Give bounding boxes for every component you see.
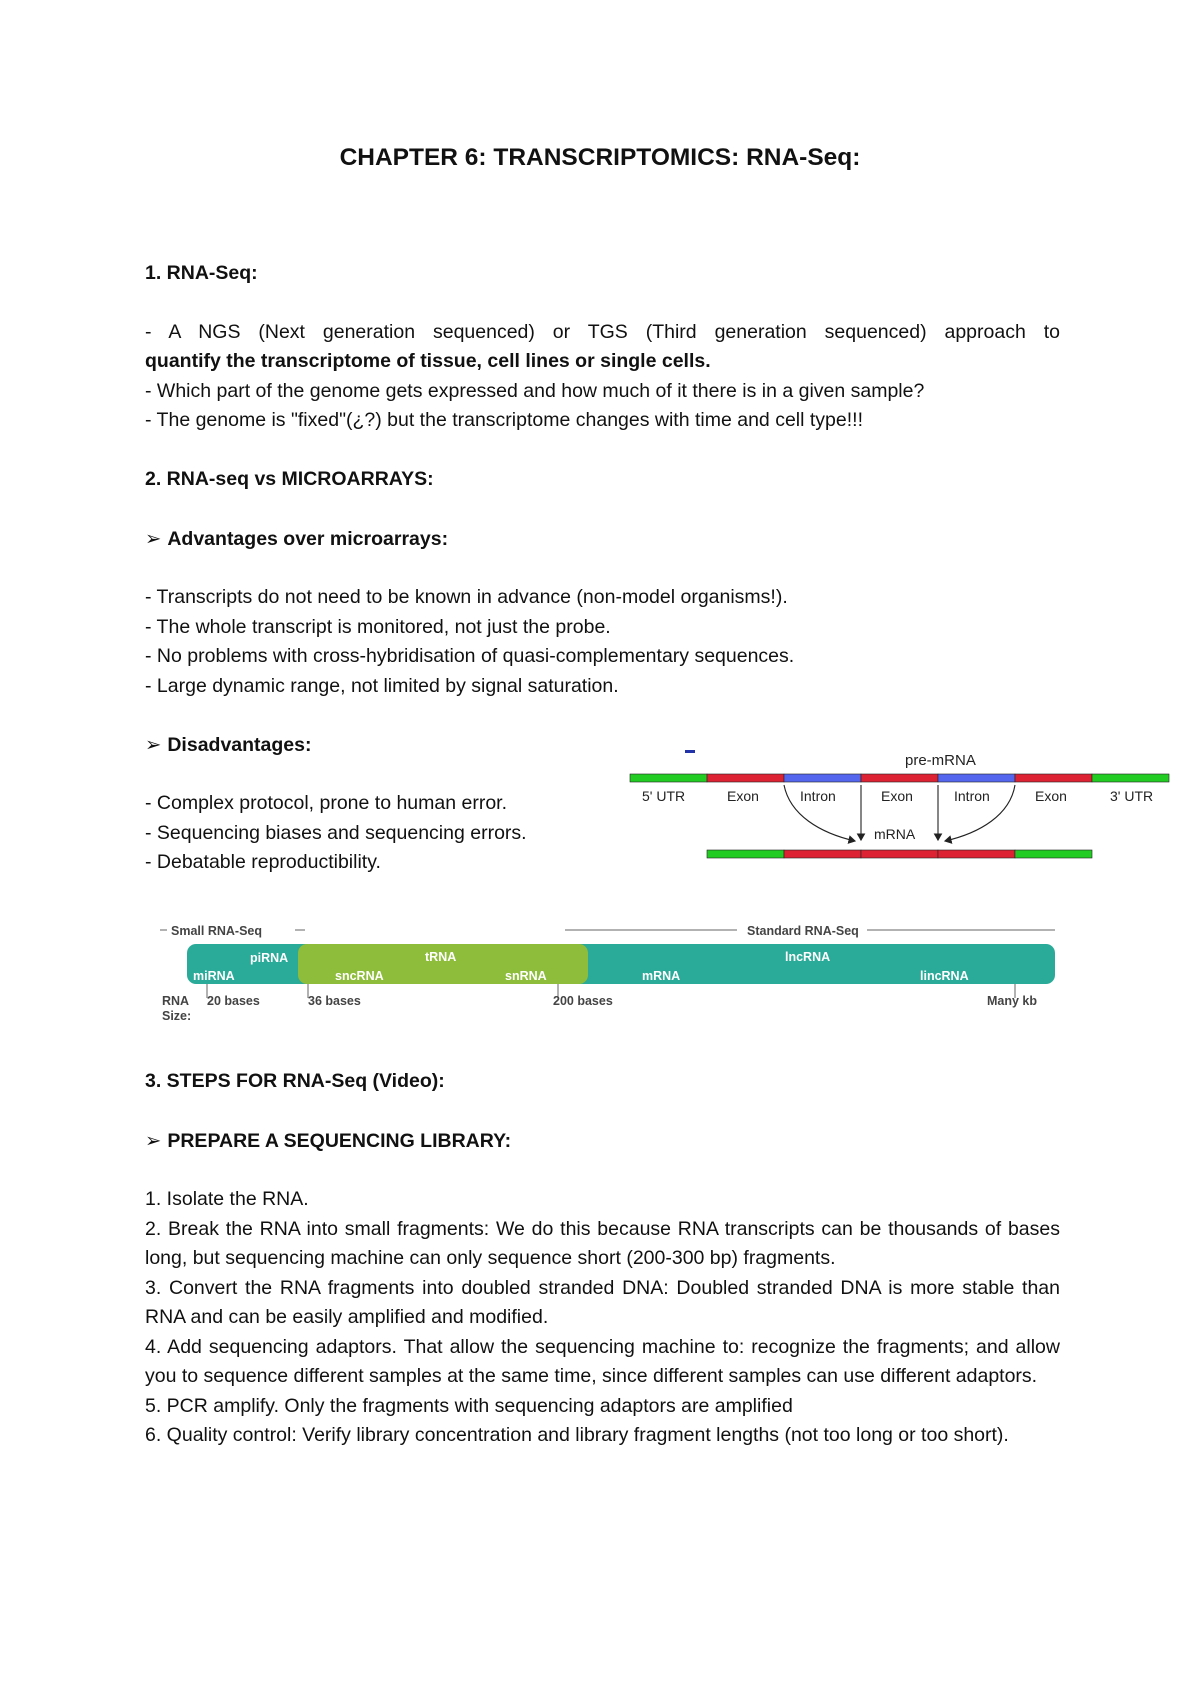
arrow-bullet-icon: ➢ — [145, 733, 162, 756]
sub-heading-label: PREPARE A SEQUENCING LIBRARY: — [167, 1129, 512, 1152]
segment-label: 3' UTR — [1110, 788, 1154, 804]
arrow-bullet-icon: ➢ — [145, 526, 162, 550]
rna-type-label: lncRNA — [785, 950, 831, 964]
paragraph: - The genome is "fixed"(¿?) but the transcriptome changes with time and cell type!!! — [145, 409, 863, 431]
pre-mrna-bar — [630, 774, 1169, 782]
mrna-label: mRNA — [874, 826, 916, 842]
mrna-bar — [707, 850, 1092, 858]
list-item: - The whole transcript is monitored, not just the probe. — [145, 615, 611, 638]
exon-segment — [861, 774, 938, 782]
step-item: 1. Isolate the RNA. — [145, 1188, 309, 1210]
small-rna-seq-label: Small RNA-Seq — [171, 924, 262, 938]
segment-label: Exon — [1035, 788, 1067, 804]
section-heading: 2. RNA-seq vs MICROARRAYS: — [145, 468, 434, 490]
tick-label: 200 bases — [553, 994, 613, 1008]
intron-segment — [784, 774, 861, 782]
list-item: - No problems with cross-hybridisation of quasi-complementary sequences. — [145, 645, 795, 667]
tick-label: 36 bases — [308, 994, 361, 1008]
exon-segment — [784, 850, 861, 858]
intron-segment — [938, 774, 1015, 782]
arrow-bullet-icon: ➢ — [145, 1128, 162, 1152]
utr3-segment — [1092, 774, 1169, 782]
section-heading: 3. STEPS FOR RNA-Seq (Video): — [145, 1070, 445, 1092]
rna-type-label: mRNA — [642, 969, 681, 983]
tick-label: 20 bases — [207, 994, 260, 1008]
rna-size-diagram — [155, 918, 1065, 1028]
sub-heading — [145, 1126, 1060, 1157]
step-item: 6. Quality control: Verify library concentration and library fragment lengths (not too long or too short). — [145, 1424, 1009, 1446]
bold-text: quantify the transcriptome of tissue, cell lines or single cells. — [145, 350, 711, 372]
splicing-diagram — [620, 745, 1180, 870]
rna-type-label: snRNA — [505, 969, 547, 983]
paragraph — [145, 318, 1060, 377]
list-item: - Large dynamic range, not limited by signal saturation. — [145, 674, 619, 697]
step-item: 2. Break the RNA into small fragments: We do this because RNA transcripts can be thousands of bases long, but sequencing machine can only sequence short (200-300 bp) fragments. — [145, 1217, 1060, 1269]
list-item: - Transcripts do not need to be known in advance (non-model organisms!). — [145, 586, 788, 608]
utr3-segment — [1015, 850, 1092, 858]
segment-label: Intron — [954, 788, 990, 804]
pre-mrna-label: pre-mRNA — [905, 752, 976, 769]
utr5-segment — [630, 774, 707, 782]
exon-segment — [1015, 774, 1092, 782]
segment-label: Intron — [800, 788, 836, 804]
section-steps — [145, 1067, 1060, 1451]
segment-label: 5' UTR — [642, 788, 686, 804]
exon-segment — [861, 850, 938, 858]
step-item: 3. Convert the RNA fragments into doubled stranded DNA: Doubled stranded DNA is more stable than RNA and can be easily amplified and modified. — [145, 1276, 1060, 1328]
rna-type-label: lincRNA — [920, 969, 969, 983]
rna-type-label: sncRNA — [335, 969, 384, 983]
page-title: CHAPTER 6: TRANSCRIPTOMICS: RNA-Seq: — [339, 144, 861, 171]
list-item: - Sequencing biases and sequencing errors. — [145, 821, 527, 844]
section-heading: 1. RNA-Seq: — [145, 262, 258, 284]
text-line: - A NGS (Next generation sequenced) or TGS (Third generation sequenced) approach to — [145, 320, 1060, 343]
rna-type-label: piRNA — [250, 951, 289, 965]
list-item: - Complex protocol, prone to human error. — [145, 792, 508, 814]
mark — [685, 750, 695, 753]
exon-segment — [938, 850, 1015, 858]
step-item: 4. Add sequencing adaptors. That allow the sequencing machine to: recognize the fragments; and allow you to sequence different samples at the same time, since different samples can use different adaptors. — [145, 1335, 1060, 1387]
sub-heading-label: Advantages over microarrays: — [167, 527, 449, 550]
list-item: - Debatable reproductibility. — [145, 851, 381, 873]
segment-label: Exon — [881, 788, 913, 804]
disadvantages-list — [145, 789, 665, 878]
utr5-segment — [707, 850, 784, 858]
section-rna-seq — [145, 259, 1060, 436]
sub-heading — [145, 524, 1060, 555]
rna-type-label: tRNA — [425, 950, 457, 964]
section-rna-seq-vs-microarrays — [145, 465, 1060, 761]
exon-segment — [707, 774, 784, 782]
tick-label: Many kb — [987, 994, 1038, 1008]
sub-heading-label: Disadvantages: — [167, 734, 312, 756]
paragraph: - Which part of the genome gets expressed and how much of it there is in a given sample? — [145, 379, 925, 402]
segment-label: Exon — [727, 788, 759, 804]
rna-type-label: miRNA — [193, 969, 235, 983]
size-axis-label: RNA — [162, 994, 190, 1008]
size-axis-label: Size: — [162, 1009, 192, 1023]
standard-rna-seq-label: Standard RNA-Seq — [747, 924, 859, 938]
step-item: 5. PCR amplify. Only the fragments with sequencing adaptors are amplified — [145, 1394, 793, 1417]
